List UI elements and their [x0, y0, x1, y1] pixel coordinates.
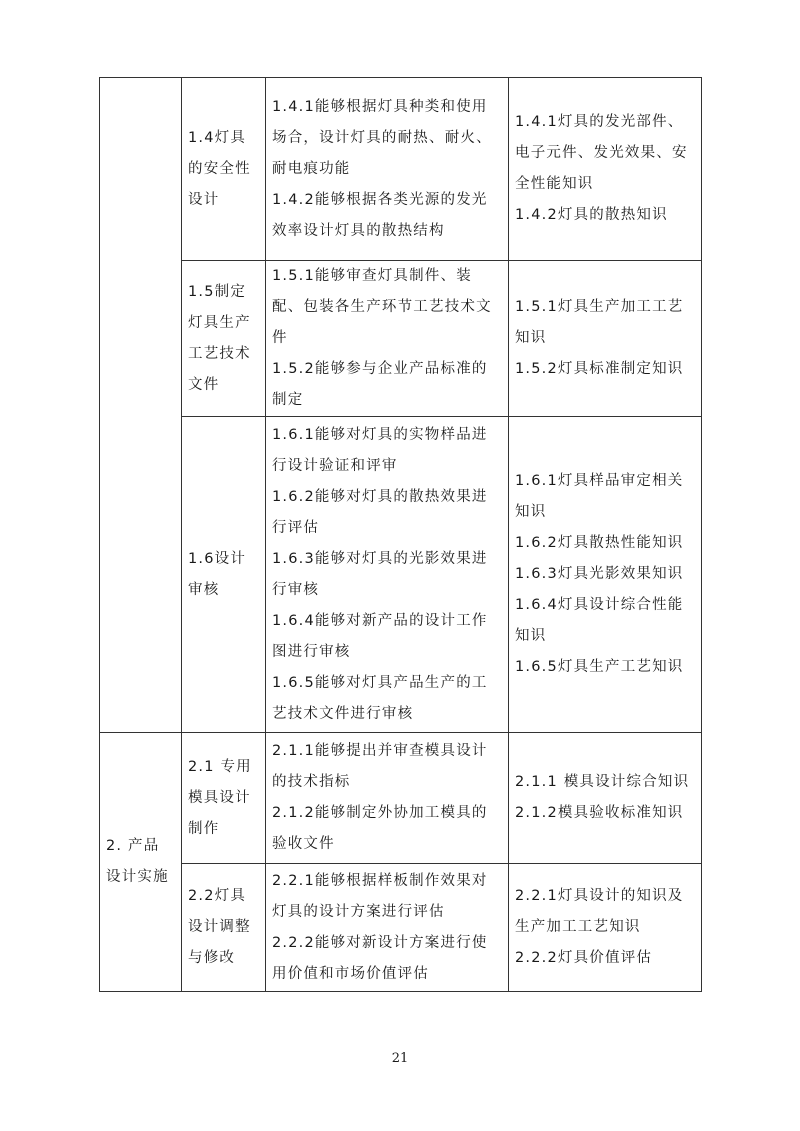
skill-item: 1.4.2能够根据各类光源的发光效率设计灯具的散热结构: [272, 191, 488, 239]
category-cell: 2. 产品设计实施: [100, 733, 182, 992]
knowledge-item: 1.6.3灯具光影效果知识: [515, 566, 684, 582]
knowledge-item: 1.4.1灯具的发光部件、电子元件、发光效果、安全性能知识: [515, 114, 688, 192]
knowledge-item: 2.2.2灯具价值评估: [515, 950, 653, 966]
skill-item: 1.5.2能够参与企业产品标准的制定: [272, 361, 488, 408]
table-row: [100, 864, 702, 992]
skill-item: 2.1.1能够提出并审查模具设计的技术指标: [272, 743, 488, 790]
skill-requirements-cell: [266, 261, 509, 417]
knowledge-item: 2.2.1灯具设计的知识及生产加工工艺知识: [515, 888, 684, 935]
skill-item: 1.6.1能够对灯具的实物样品进行设计验证和评审: [272, 426, 488, 474]
knowledge-cell: [509, 864, 702, 992]
table-row: [100, 417, 702, 733]
skill-requirements-cell: [266, 417, 509, 733]
knowledge-item: 1.6.1灯具样品审定相关知识: [515, 473, 684, 520]
table-row: [100, 733, 702, 864]
knowledge-item: 2.1.2模具验收标准知识: [515, 805, 684, 821]
skill-requirements-cell: [266, 733, 509, 864]
skill-item: 1.6.3能够对灯具的光影效果进行审核: [272, 550, 488, 598]
skill-item: 2.2.2能够对新设计方案进行使用价值和市场价值评估: [272, 934, 488, 982]
knowledge-item: 1.5.1灯具生产加工工艺知识: [515, 299, 684, 346]
knowledge-item: 1.5.2灯具标准制定知识: [515, 361, 684, 377]
skill-item: 1.6.4能够对新产品的设计工作图进行审核: [272, 612, 488, 660]
skill-item: 1.5.1能够审查灯具制件、装配、包装各生产环节工艺技术文件: [272, 268, 492, 346]
page-number: 21: [391, 1051, 409, 1066]
work-unit-cell: 2.2灯具设计调整与修改: [182, 864, 266, 992]
skill-item: 1.6.5能够对灯具产品生产的工艺技术文件进行审核: [272, 674, 488, 722]
skill-item: 1.4.1能够根据灯具种类和使用场合，设计灯具的耐热、耐火、耐电痕功能: [272, 98, 492, 177]
skill-item: 2.2.1能够根据样板制作效果对灯具的设计方案进行评估: [272, 872, 488, 920]
skill-requirements-cell: [266, 78, 509, 261]
work-unit-cell: 1.5制定灯具生产工艺技术文件: [182, 261, 266, 417]
knowledge-item: 2.1.1 模具设计综合知识: [515, 774, 690, 790]
work-unit-cell: 1.6设计审核: [182, 417, 266, 733]
table-row: [100, 261, 702, 417]
skill-item: 2.1.2能够制定外协加工模具的验收文件: [272, 805, 488, 852]
category-cell: [100, 78, 182, 733]
work-unit-cell: 2.1 专用模具设计制作: [182, 733, 266, 864]
knowledge-cell: [509, 78, 702, 261]
knowledge-item: 1.6.4灯具设计综合性能知识: [515, 597, 684, 644]
skill-requirements-cell: [266, 864, 509, 992]
work-unit-cell: 1.4灯具的安全性设计: [182, 78, 266, 261]
table-row: [100, 78, 702, 261]
skill-item: 1.6.2能够对灯具的散热效果进行评估: [272, 488, 488, 536]
knowledge-item: 1.4.2灯具的散热知识: [515, 207, 668, 223]
knowledge-item: 1.6.5灯具生产工艺知识: [515, 659, 684, 675]
skill-standard-table: [99, 77, 702, 992]
knowledge-cell: [509, 733, 702, 864]
knowledge-cell: [509, 261, 702, 417]
knowledge-cell: [509, 417, 702, 733]
knowledge-item: 1.6.2灯具散热性能知识: [515, 535, 684, 551]
